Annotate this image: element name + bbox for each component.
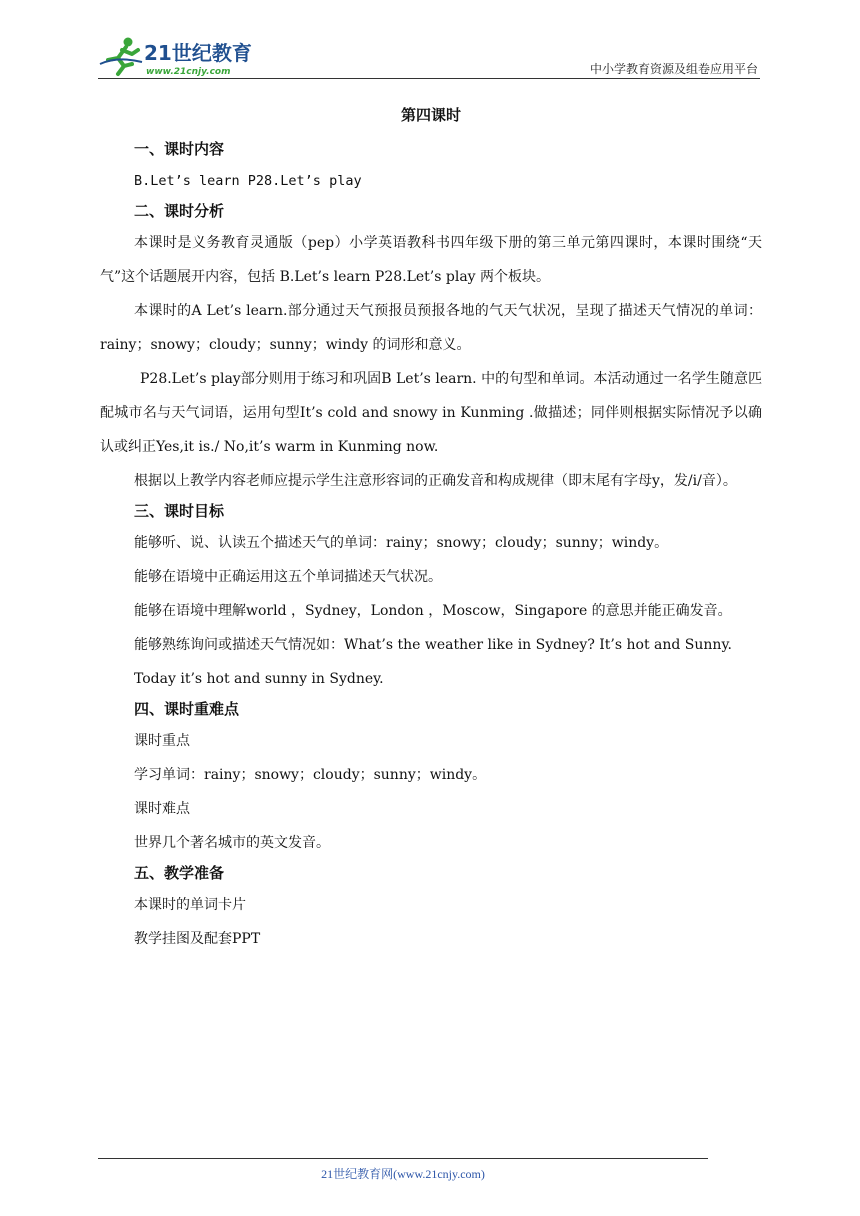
section-heading-preparation: 五、教学准备: [134, 864, 225, 882]
paragraph: 课时重点: [134, 733, 190, 749]
lesson-title: 第四课时: [400, 106, 461, 124]
footer-link[interactable]: 21世纪教育网(www.21cnjy.com): [321, 1167, 485, 1181]
section-heading-goals: 三、课时目标: [134, 502, 225, 520]
section-heading-analysis: 二、课时分析: [134, 202, 225, 220]
paragraph: 教学挂图及配套PPT: [134, 931, 261, 947]
section-heading-key-points: 四、课时重难点: [134, 700, 240, 718]
section-heading-content: 一、课时内容: [134, 140, 225, 158]
logo-main-text: 21世纪教育: [144, 41, 252, 65]
platform-name: 中小学教育资源及组卷应用平台: [589, 62, 758, 76]
paragraph: 世界几个著名城市的英文发音。: [134, 835, 330, 851]
paragraph: Today it’s hot and sunny in Sydney.: [134, 671, 384, 687]
paragraph: 能够听、说、认读五个描述天气的单词：rainy；snowy；cloudy；sunny；windy。: [134, 535, 669, 551]
paragraph: P28.Let’s play部分则用于练习和巩固B Let’s learn. 中的句型和单词。本活动通过一名学生随意匹配城市名与天气词语，运用句型It’s cold and snowy in Kunming .做描述；同伴则根据实际情况予以确认或纠正Yes,it is./ No,it’s warm in Kunming now.: [100, 371, 762, 455]
paragraph: 根据以上教学内容老师应提示学生注意形容词的正确发音和构成规律（即末尾有字母y，发/i/音）。: [134, 473, 737, 489]
paragraph: 能够在语境中理解world ，Sydney，London ，Moscow，Singapore 的意思并能正确发音。: [134, 603, 732, 619]
document-body: [100, 102, 762, 956]
paragraph: B.Let’s learn P28.Let’s play: [134, 173, 362, 189]
paragraph: 本课时的A Let’s learn.部分通过天气预报员预报各地的气天气状况，呈现了描述天气情况的单词：rainy；snowy；cloudy；sunny；windy 的词形和意义。: [100, 303, 762, 353]
paragraph: 能够熟练询问或描述天气情况如：What’s the weather like in Sydney? It’s hot and Sunny.: [134, 637, 732, 653]
paragraph: 本课时的单词卡片: [134, 897, 246, 913]
paragraph: 本课时是义务教育灵通版（pep）小学英语教科书四年级下册的第三单元第四课时，本课时围绕“天气”这个话题展开内容，包括 B.Let’s learn P28.Let’s play 两个板块。: [100, 235, 762, 285]
paragraph: 能够在语境中正确运用这五个单词描述天气状况。: [134, 569, 442, 585]
page-header: [98, 28, 758, 80]
logo-url-text: www.21cnjy.com: [146, 67, 231, 77]
site-logo[interactable]: [98, 34, 268, 78]
paragraph: 学习单词：rainy；snowy；cloudy；sunny；windy。: [134, 767, 487, 783]
header-divider: [98, 78, 760, 79]
runner-logo-icon: [98, 34, 268, 78]
paragraph: 课时难点: [134, 801, 190, 817]
footer-divider: [98, 1158, 708, 1159]
